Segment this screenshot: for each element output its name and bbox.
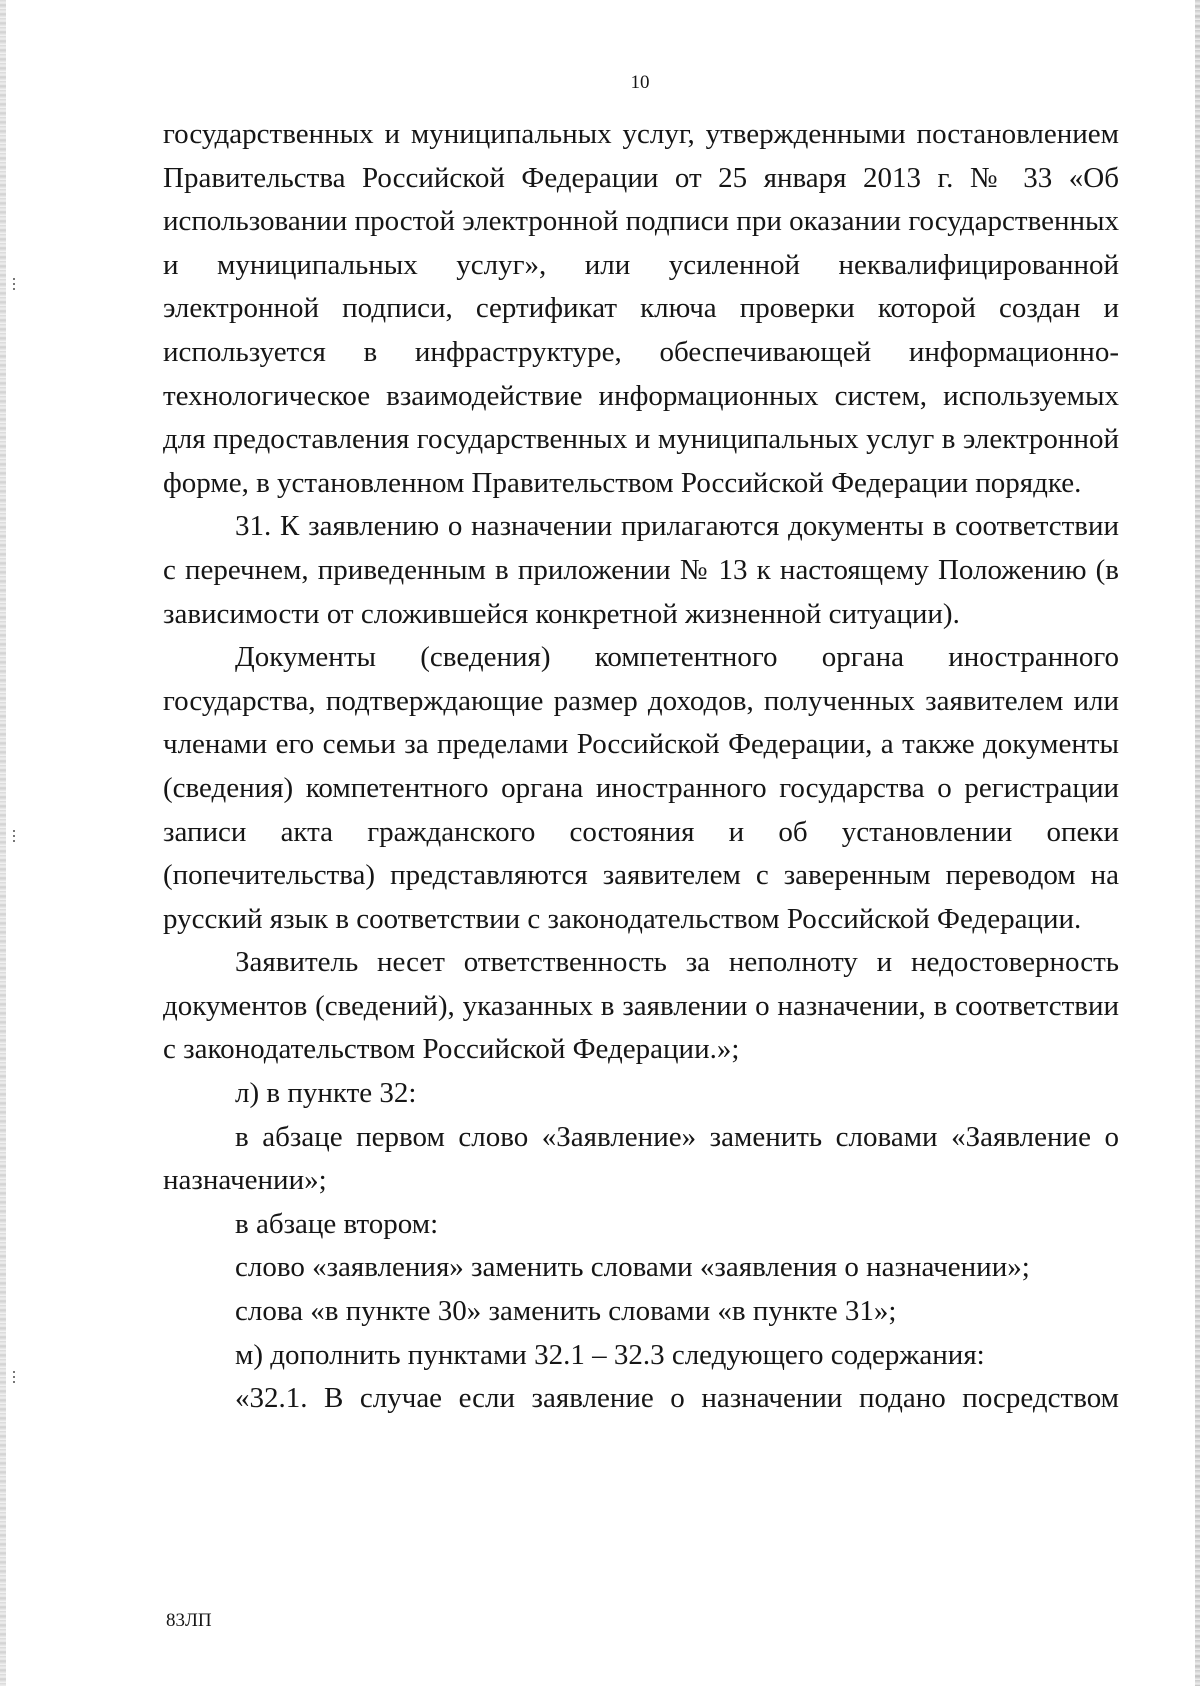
scan-edge-right: [1195, 0, 1200, 1686]
paragraph-word-replacement: слово «заявления» заменить словами «заявления о назначении»;: [235, 1251, 1030, 1284]
paragraph-words-replacement: слова «в пункте 30» заменить словами «в пункте 31»;: [235, 1295, 897, 1328]
paragraph-subitem-l: л) в пункте 32:: [235, 1077, 417, 1110]
paragraph-foreign-documents: Документы (сведения) компетентного органа иностранного государства, подтверждающие размер доходов, полученных заявителем или членами его семьи за пределами Российской Федерации, а также документы (сведения) компетентного органа иностранного государства о регистрации записи акта гражданского состояния и об установлении опеки (попечительства) представляются заявителем с заверенным переводом на русский язык в соответствии с законодательством Российской Федерации.: [163, 641, 1119, 935]
paragraph-applicant-responsibility: Заявитель несет ответственность за неполноту и недостоверность документов (сведений), указанных в заявлении о назначении, в соответствии с законодательством Российской Федерации.»;: [163, 946, 1119, 1066]
document-body: [163, 113, 1119, 1421]
document-code: 83ЛП: [166, 1610, 212, 1631]
paragraph-item-31: 31. К заявлению о назначении прилагаются документы в соответствии с перечнем, приведенным в приложении № 13 к настоящему Положению (в зависимости от сложившейся конкретной жизненной ситуации).: [163, 510, 1119, 630]
scan-artifact-mark: [13, 1371, 15, 1385]
scan-edge-left: [0, 0, 6, 1686]
page-number: 10: [630, 72, 650, 93]
paragraph-continuation: государственных и муниципальных услуг, утвержденными постановлением Правительства Российской Федерации от 25 января 2013 г. № 33 «Об использовании простой электронной подписи при оказании государственных и муниципальных услуг», или усиленной неквалифицированной электронной подписи, сертификат ключа проверки которой создан и используется в инфраструктуре, обеспечивающей информационно-технологическое взаимодействие информационных систем, используемых для предоставления государственных и муниципальных услуг в электронной форме, в установленном Правительством Российской Федерации порядке.: [163, 118, 1119, 499]
paragraph-item-32-1: «32.1. В случае если заявление о назначении подано посредством: [235, 1382, 1119, 1415]
scan-artifact-mark: [13, 278, 15, 292]
paragraph-subitem-m: м) дополнить пунктами 32.1 – 32.3 следующего содержания:: [235, 1338, 985, 1371]
paragraph-second-abzac: в абзаце втором:: [235, 1207, 439, 1240]
paragraph-first-abzac: в абзаце первом слово «Заявление» заменить словами «Заявление о назначении»;: [163, 1120, 1119, 1197]
scan-artifact-mark: [13, 830, 15, 844]
